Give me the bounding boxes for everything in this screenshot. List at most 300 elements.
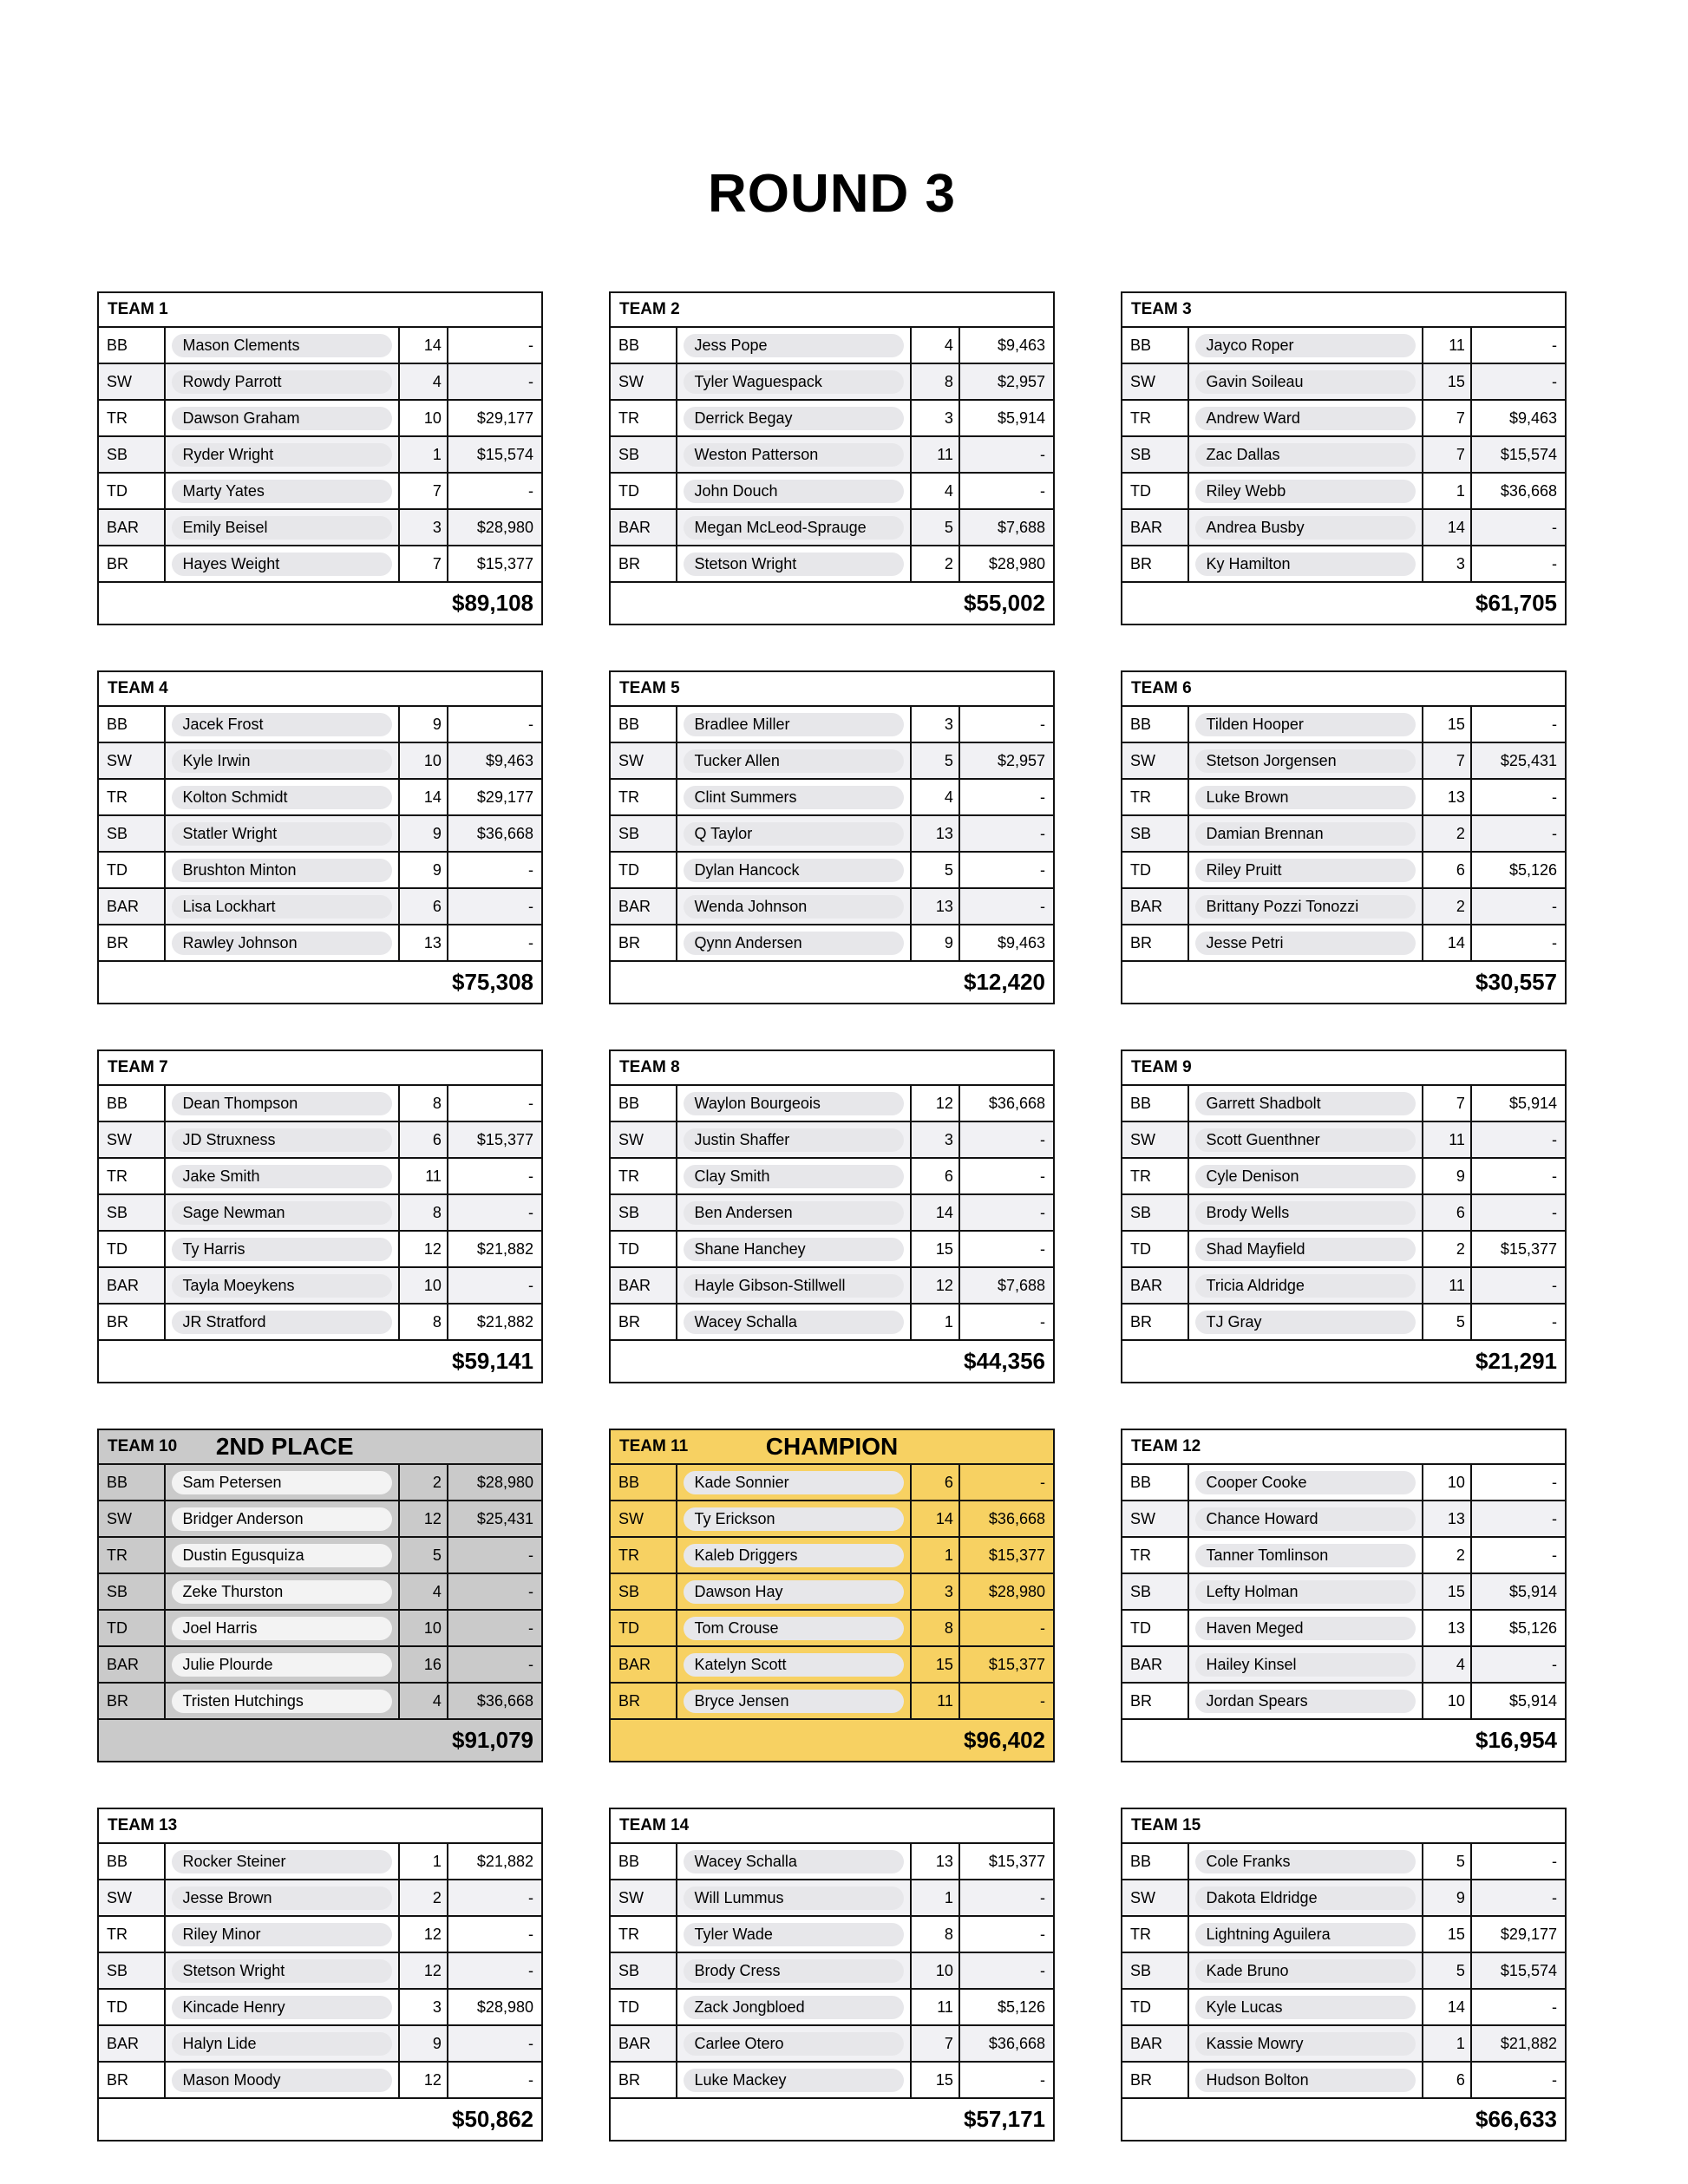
player-name-cell (677, 1684, 912, 1718)
player-name-cell (166, 1159, 400, 1193)
player-name-pill (172, 334, 392, 357)
draw-number: 4 (912, 328, 960, 363)
player-name: Andrea Busby (1206, 518, 1305, 536)
position-label: SW (99, 1880, 166, 1915)
draw-number: 15 (912, 1647, 960, 1682)
player-name: Garrett Shadbolt (1206, 1094, 1321, 1112)
position-label: TR (99, 780, 166, 814)
draw-number: 9 (912, 925, 960, 960)
player-name: Chance Howard (1206, 1509, 1318, 1527)
player-name-pill (1195, 516, 1416, 539)
player-name-cell (677, 1844, 912, 1879)
player-name: Tucker Allen (694, 751, 780, 769)
payout: $21,882 (476, 1239, 533, 1258)
payout: $9,463 (997, 336, 1045, 354)
player-name-pill (684, 1201, 904, 1225)
player-name: Hayle Gibson-Stillwell (694, 1276, 846, 1294)
player-row (1122, 1953, 1565, 1990)
player-name-cell (677, 2026, 912, 2061)
player-row (1122, 707, 1565, 743)
player-name: Kaleb Driggers (694, 1546, 798, 1564)
player-name-pill (172, 1471, 392, 1494)
player-name: Zack Jongbloed (694, 1998, 805, 2016)
player-name-cell (677, 1880, 912, 1915)
draw-number: 12 (400, 1501, 448, 1536)
payout: $15,574 (476, 445, 533, 463)
player-row (611, 1195, 1053, 1232)
draw-number: 1 (1423, 2026, 1472, 2061)
draw-number: 6 (400, 889, 448, 924)
position-label: TR (99, 401, 166, 435)
payout: - (1552, 788, 1557, 806)
player-name: Tilden Hooper (1206, 715, 1304, 733)
draw-number: 5 (912, 743, 960, 778)
position-label: TR (1122, 1917, 1189, 1952)
player-row (611, 889, 1053, 925)
player-name-cell (1189, 1305, 1423, 1339)
team-name: TEAM 1 (108, 300, 168, 319)
draw-number: 6 (912, 1159, 960, 1193)
player-name-cell (166, 743, 400, 778)
position-label: TR (611, 1917, 677, 1952)
payout: $21,882 (1500, 2034, 1557, 2052)
player-name-pill (684, 334, 904, 357)
draw-number: 7 (1423, 1086, 1472, 1121)
position-label: SW (99, 743, 166, 778)
payout: $5,126 (1508, 1618, 1557, 1637)
player-name: Kade Sonnier (694, 1473, 789, 1491)
position-label: SB (611, 1953, 677, 1988)
player-name-cell (677, 889, 912, 924)
player-name-cell (677, 546, 912, 581)
player-name-pill (684, 1923, 904, 1946)
player-row (611, 1122, 1053, 1159)
payout: - (1552, 1203, 1557, 1221)
player-name-pill (1195, 1238, 1416, 1261)
draw-number: 3 (912, 1122, 960, 1157)
player-row (99, 1953, 541, 1990)
position-label: TR (611, 1159, 677, 1193)
player-name-pill (172, 480, 392, 503)
player-name-pill (1195, 1165, 1416, 1188)
banner-label: 2ND PLACE (215, 1433, 354, 1461)
player-name: Derrick Begay (694, 409, 793, 427)
team-name: TEAM 9 (1131, 1058, 1192, 1077)
player-name-pill (172, 407, 392, 430)
player-name-cell (677, 437, 912, 472)
player-name: Tyler Wade (694, 1925, 773, 1943)
payout: $15,377 (1500, 1239, 1557, 1258)
team-total: $50,862 (452, 2106, 533, 2133)
position-label: BB (611, 707, 677, 742)
player-row (611, 1953, 1053, 1990)
player-row (99, 1086, 541, 1122)
player-name: JR Stratford (182, 1312, 266, 1331)
player-name-cell (1189, 1195, 1423, 1230)
position-label: BB (1122, 1465, 1189, 1500)
player-name-cell (166, 853, 400, 887)
player-name-pill (684, 1886, 904, 1910)
draw-number: 10 (400, 1611, 448, 1645)
player-name-pill (1195, 2069, 1416, 2092)
team-name: TEAM 5 (619, 679, 680, 698)
draw-number: 12 (912, 1268, 960, 1303)
player-name-cell (166, 401, 400, 435)
payout: $5,126 (1508, 860, 1557, 879)
player-name: Justin Shaffer (694, 1130, 790, 1148)
position-label: SB (611, 437, 677, 472)
team-name: TEAM 15 (1131, 1816, 1201, 1835)
payout: - (1040, 1167, 1045, 1185)
player-name-pill (1195, 443, 1416, 467)
payout: - (528, 1655, 533, 1673)
draw-number: 10 (400, 743, 448, 778)
player-name: Rowdy Parrott (182, 372, 282, 390)
payout: $7,688 (997, 518, 1045, 536)
payout: - (1552, 1473, 1557, 1491)
player-row (99, 1122, 541, 1159)
player-name-cell (1189, 474, 1423, 508)
player-name-pill (1195, 1923, 1416, 1946)
position-label: SB (611, 1574, 677, 1609)
position-label: SB (1122, 1953, 1189, 1988)
player-name-pill (684, 1274, 904, 1298)
player-name-pill (684, 1544, 904, 1567)
player-name-pill (684, 786, 904, 809)
player-name-cell (166, 1574, 400, 1609)
payout: $29,177 (476, 409, 533, 427)
player-name-pill (684, 2032, 904, 2056)
position-label: TD (1122, 1990, 1189, 2024)
player-name-pill (684, 713, 904, 736)
position-label: SW (611, 1501, 677, 1536)
payout: - (528, 1094, 533, 1112)
player-name: Jake Smith (182, 1167, 260, 1185)
position-label: TD (99, 1990, 166, 2024)
player-name-cell (166, 364, 400, 399)
player-row (1122, 1159, 1565, 1195)
payout: - (1552, 1276, 1557, 1294)
payout: $25,431 (1500, 751, 1557, 769)
position-label: SW (1122, 364, 1189, 399)
draw-number: 5 (1423, 1844, 1472, 1879)
draw-number: 3 (400, 510, 448, 545)
draw-number: 11 (1423, 1268, 1472, 1303)
team-table (97, 1429, 543, 1762)
position-label: BB (1122, 328, 1189, 363)
player-name-cell (1189, 889, 1423, 924)
player-name-cell (1189, 2063, 1423, 2097)
draw-number: 4 (912, 780, 960, 814)
player-name: Jess Pope (694, 336, 768, 354)
player-name: Cyle Denison (1206, 1167, 1299, 1185)
player-name-cell (166, 1684, 400, 1718)
player-name: Brushton Minton (182, 860, 297, 879)
payout: $2,957 (997, 751, 1045, 769)
draw-number: 5 (1423, 1953, 1472, 1988)
player-name-cell (1189, 1465, 1423, 1500)
payout: - (528, 1888, 533, 1906)
player-name-cell (1189, 1122, 1423, 1157)
player-row (611, 707, 1053, 743)
payout: $15,574 (1500, 1961, 1557, 1979)
player-name-pill (684, 370, 904, 394)
payout: - (528, 372, 533, 390)
player-name: Joel Harris (182, 1618, 258, 1637)
player-name-pill (172, 1544, 392, 1567)
payout: - (1040, 860, 1045, 879)
draw-number: 14 (400, 328, 448, 363)
player-name-cell (166, 1917, 400, 1952)
player-name: Gavin Soileau (1206, 372, 1304, 390)
player-row (1122, 328, 1565, 364)
player-name-cell (1189, 401, 1423, 435)
player-name-pill (1195, 859, 1416, 882)
player-name-pill (172, 822, 392, 846)
player-row (1122, 1086, 1565, 1122)
position-label: SW (99, 1501, 166, 1536)
payout: - (528, 1167, 533, 1185)
payout: - (1040, 1203, 1045, 1221)
player-name-cell (1189, 1880, 1423, 1915)
player-row (1122, 1611, 1565, 1647)
player-name-pill (172, 786, 392, 809)
player-name-pill (172, 713, 392, 736)
player-name-pill (172, 1201, 392, 1225)
player-row (611, 1574, 1053, 1611)
player-name-cell (677, 1917, 912, 1952)
position-label: SW (1122, 1122, 1189, 1157)
draw-number: 3 (400, 1990, 448, 2024)
player-name-pill (1195, 2032, 1416, 2056)
player-name: Tricia Aldridge (1206, 1276, 1305, 1294)
team-total: $96,402 (964, 1727, 1045, 1754)
player-name: Dustin Egusquiza (182, 1546, 304, 1564)
payout: - (1552, 1312, 1557, 1331)
team-table (1121, 1808, 1567, 2141)
player-name-pill (684, 859, 904, 882)
player-name: Luke Mackey (694, 2070, 787, 2089)
team-header (99, 672, 541, 707)
player-name-pill (172, 1959, 392, 1983)
team-name: TEAM 14 (619, 1816, 690, 1835)
player-name-pill (1195, 822, 1416, 846)
draw-number: 7 (1423, 401, 1472, 435)
team-table (97, 670, 543, 1004)
player-name-pill (684, 822, 904, 846)
player-name: Katelyn Scott (694, 1655, 787, 1673)
player-name-pill (684, 407, 904, 430)
player-row (99, 853, 541, 889)
player-name: Brody Wells (1206, 1203, 1290, 1221)
banner-label: CHAMPION (765, 1433, 899, 1461)
player-row (611, 1465, 1053, 1501)
player-row (1122, 925, 1565, 962)
position-label: SB (611, 1195, 677, 1230)
payout: - (1552, 372, 1557, 390)
player-name-pill (1195, 1996, 1416, 2019)
player-row (99, 1195, 541, 1232)
player-name: Julie Plourde (182, 1655, 273, 1673)
player-name-cell (677, 1990, 912, 2024)
team-total: $66,633 (1475, 2106, 1557, 2133)
draw-number: 15 (1423, 707, 1472, 742)
draw-number: 9 (400, 707, 448, 742)
player-row (99, 2026, 541, 2063)
player-name-cell (1189, 1844, 1423, 1879)
player-name-cell (166, 780, 400, 814)
player-name-pill (684, 1850, 904, 1873)
player-row (611, 1232, 1053, 1268)
player-name-cell (677, 474, 912, 508)
player-name: Kade Bruno (1206, 1961, 1289, 1979)
draw-number: 1 (912, 1880, 960, 1915)
player-name: Hailey Kinsel (1206, 1655, 1297, 1673)
player-name-cell (166, 1268, 400, 1303)
player-name: Bridger Anderson (182, 1509, 304, 1527)
player-name-pill (1195, 1507, 1416, 1531)
player-name-pill (684, 1507, 904, 1531)
team-total: $61,705 (1475, 590, 1557, 617)
player-row (99, 1159, 541, 1195)
player-name-pill (172, 1507, 392, 1531)
position-label: TR (1122, 780, 1189, 814)
position-label: SB (611, 816, 677, 851)
payout: - (1040, 1239, 1045, 1258)
player-name-cell (1189, 780, 1423, 814)
player-name-cell (1189, 1574, 1423, 1609)
team-name: TEAM 13 (108, 1816, 178, 1835)
draw-number: 10 (912, 1953, 960, 1988)
player-name-pill (172, 1923, 392, 1946)
player-name: Mason Moody (182, 2070, 281, 2089)
position-label: SW (611, 364, 677, 399)
player-name-pill (172, 516, 392, 539)
player-name: Hudson Bolton (1206, 2070, 1309, 2089)
player-name-pill (1195, 895, 1416, 919)
player-name-cell (166, 510, 400, 545)
player-row (1122, 743, 1565, 780)
player-row (611, 1647, 1053, 1684)
player-row (611, 546, 1053, 583)
player-name: Emily Beisel (182, 518, 268, 536)
draw-number: 8 (912, 1611, 960, 1645)
player-name-cell (166, 1647, 400, 1682)
player-name: Dakota Eldridge (1206, 1888, 1318, 1906)
position-label: TR (1122, 401, 1189, 435)
team-name: TEAM 8 (619, 1058, 680, 1077)
payout: $36,668 (988, 2034, 1045, 2052)
position-label: BB (611, 1086, 677, 1121)
position-label: TR (611, 401, 677, 435)
position-label: TD (611, 474, 677, 508)
player-name: Qynn Andersen (694, 933, 802, 951)
position-label: BAR (1122, 1268, 1189, 1303)
player-row (611, 364, 1053, 401)
team-header (611, 1809, 1053, 1844)
player-name-cell (166, 707, 400, 742)
draw-number: 4 (1423, 1647, 1472, 1682)
team-name: TEAM 11 (619, 1437, 689, 1456)
payout: - (1552, 897, 1557, 915)
payout: - (1552, 1509, 1557, 1527)
position-label: BR (611, 1305, 677, 1339)
player-row (1122, 1268, 1565, 1305)
player-name: Zeke Thurston (182, 1582, 284, 1600)
draw-number: 1 (1423, 474, 1472, 508)
player-name-cell (677, 853, 912, 887)
player-name-cell (677, 1647, 912, 1682)
player-name-cell (1189, 816, 1423, 851)
player-name-pill (1195, 407, 1416, 430)
player-name: Cooper Cooke (1206, 1473, 1307, 1491)
player-name-pill (1195, 370, 1416, 394)
payout: $15,377 (988, 1655, 1045, 1673)
player-name: Halyn Lide (182, 2034, 257, 2052)
player-name: Bradlee Miller (694, 715, 790, 733)
draw-number: 13 (1423, 1501, 1472, 1536)
position-label: BAR (1122, 889, 1189, 924)
player-row (611, 328, 1053, 364)
player-row (611, 1501, 1053, 1538)
draw-number: 10 (1423, 1465, 1472, 1500)
player-name-cell (1189, 1990, 1423, 2024)
player-name: Stetson Wright (182, 1961, 285, 1979)
payout: $5,914 (1508, 1582, 1557, 1600)
draw-number: 10 (400, 401, 448, 435)
player-name-pill (172, 1165, 392, 1188)
player-name: Stetson Jorgensen (1206, 751, 1337, 769)
position-label: TD (1122, 1232, 1189, 1266)
team-table (609, 1049, 1055, 1383)
player-name-pill (172, 1996, 392, 2019)
team-header (99, 293, 541, 328)
player-name-cell (1189, 1159, 1423, 1193)
player-name-pill (1195, 1690, 1416, 1713)
player-name-pill (1195, 480, 1416, 503)
player-row (99, 1232, 541, 1268)
position-label: SW (1122, 1880, 1189, 1915)
player-name: Ben Andersen (694, 1203, 793, 1221)
player-name: Ty Erickson (694, 1509, 775, 1527)
draw-number: 7 (912, 2026, 960, 2061)
team-name: TEAM 3 (1131, 300, 1192, 319)
player-name-cell (1189, 1611, 1423, 1645)
payout: $28,980 (988, 554, 1045, 572)
position-label: SB (99, 1195, 166, 1230)
team-header (1122, 1809, 1565, 1844)
player-name: JD Struxness (182, 1130, 276, 1148)
position-label: BAR (99, 1268, 166, 1303)
player-name-cell (166, 474, 400, 508)
player-name: Rocker Steiner (182, 1852, 286, 1870)
player-row (99, 401, 541, 437)
draw-number: 3 (1423, 546, 1472, 581)
player-name-cell (166, 328, 400, 363)
team-header (611, 1051, 1053, 1086)
payout: - (1040, 1961, 1045, 1979)
payout: $9,463 (485, 751, 533, 769)
player-row (99, 743, 541, 780)
position-label: BR (1122, 546, 1189, 581)
draw-number: 2 (400, 1880, 448, 1915)
payout: - (528, 897, 533, 915)
player-name-cell (677, 401, 912, 435)
position-label: SB (99, 816, 166, 851)
player-name-cell (166, 1501, 400, 1536)
team-total: $75,308 (452, 969, 533, 996)
position-label: BAR (1122, 1647, 1189, 1682)
